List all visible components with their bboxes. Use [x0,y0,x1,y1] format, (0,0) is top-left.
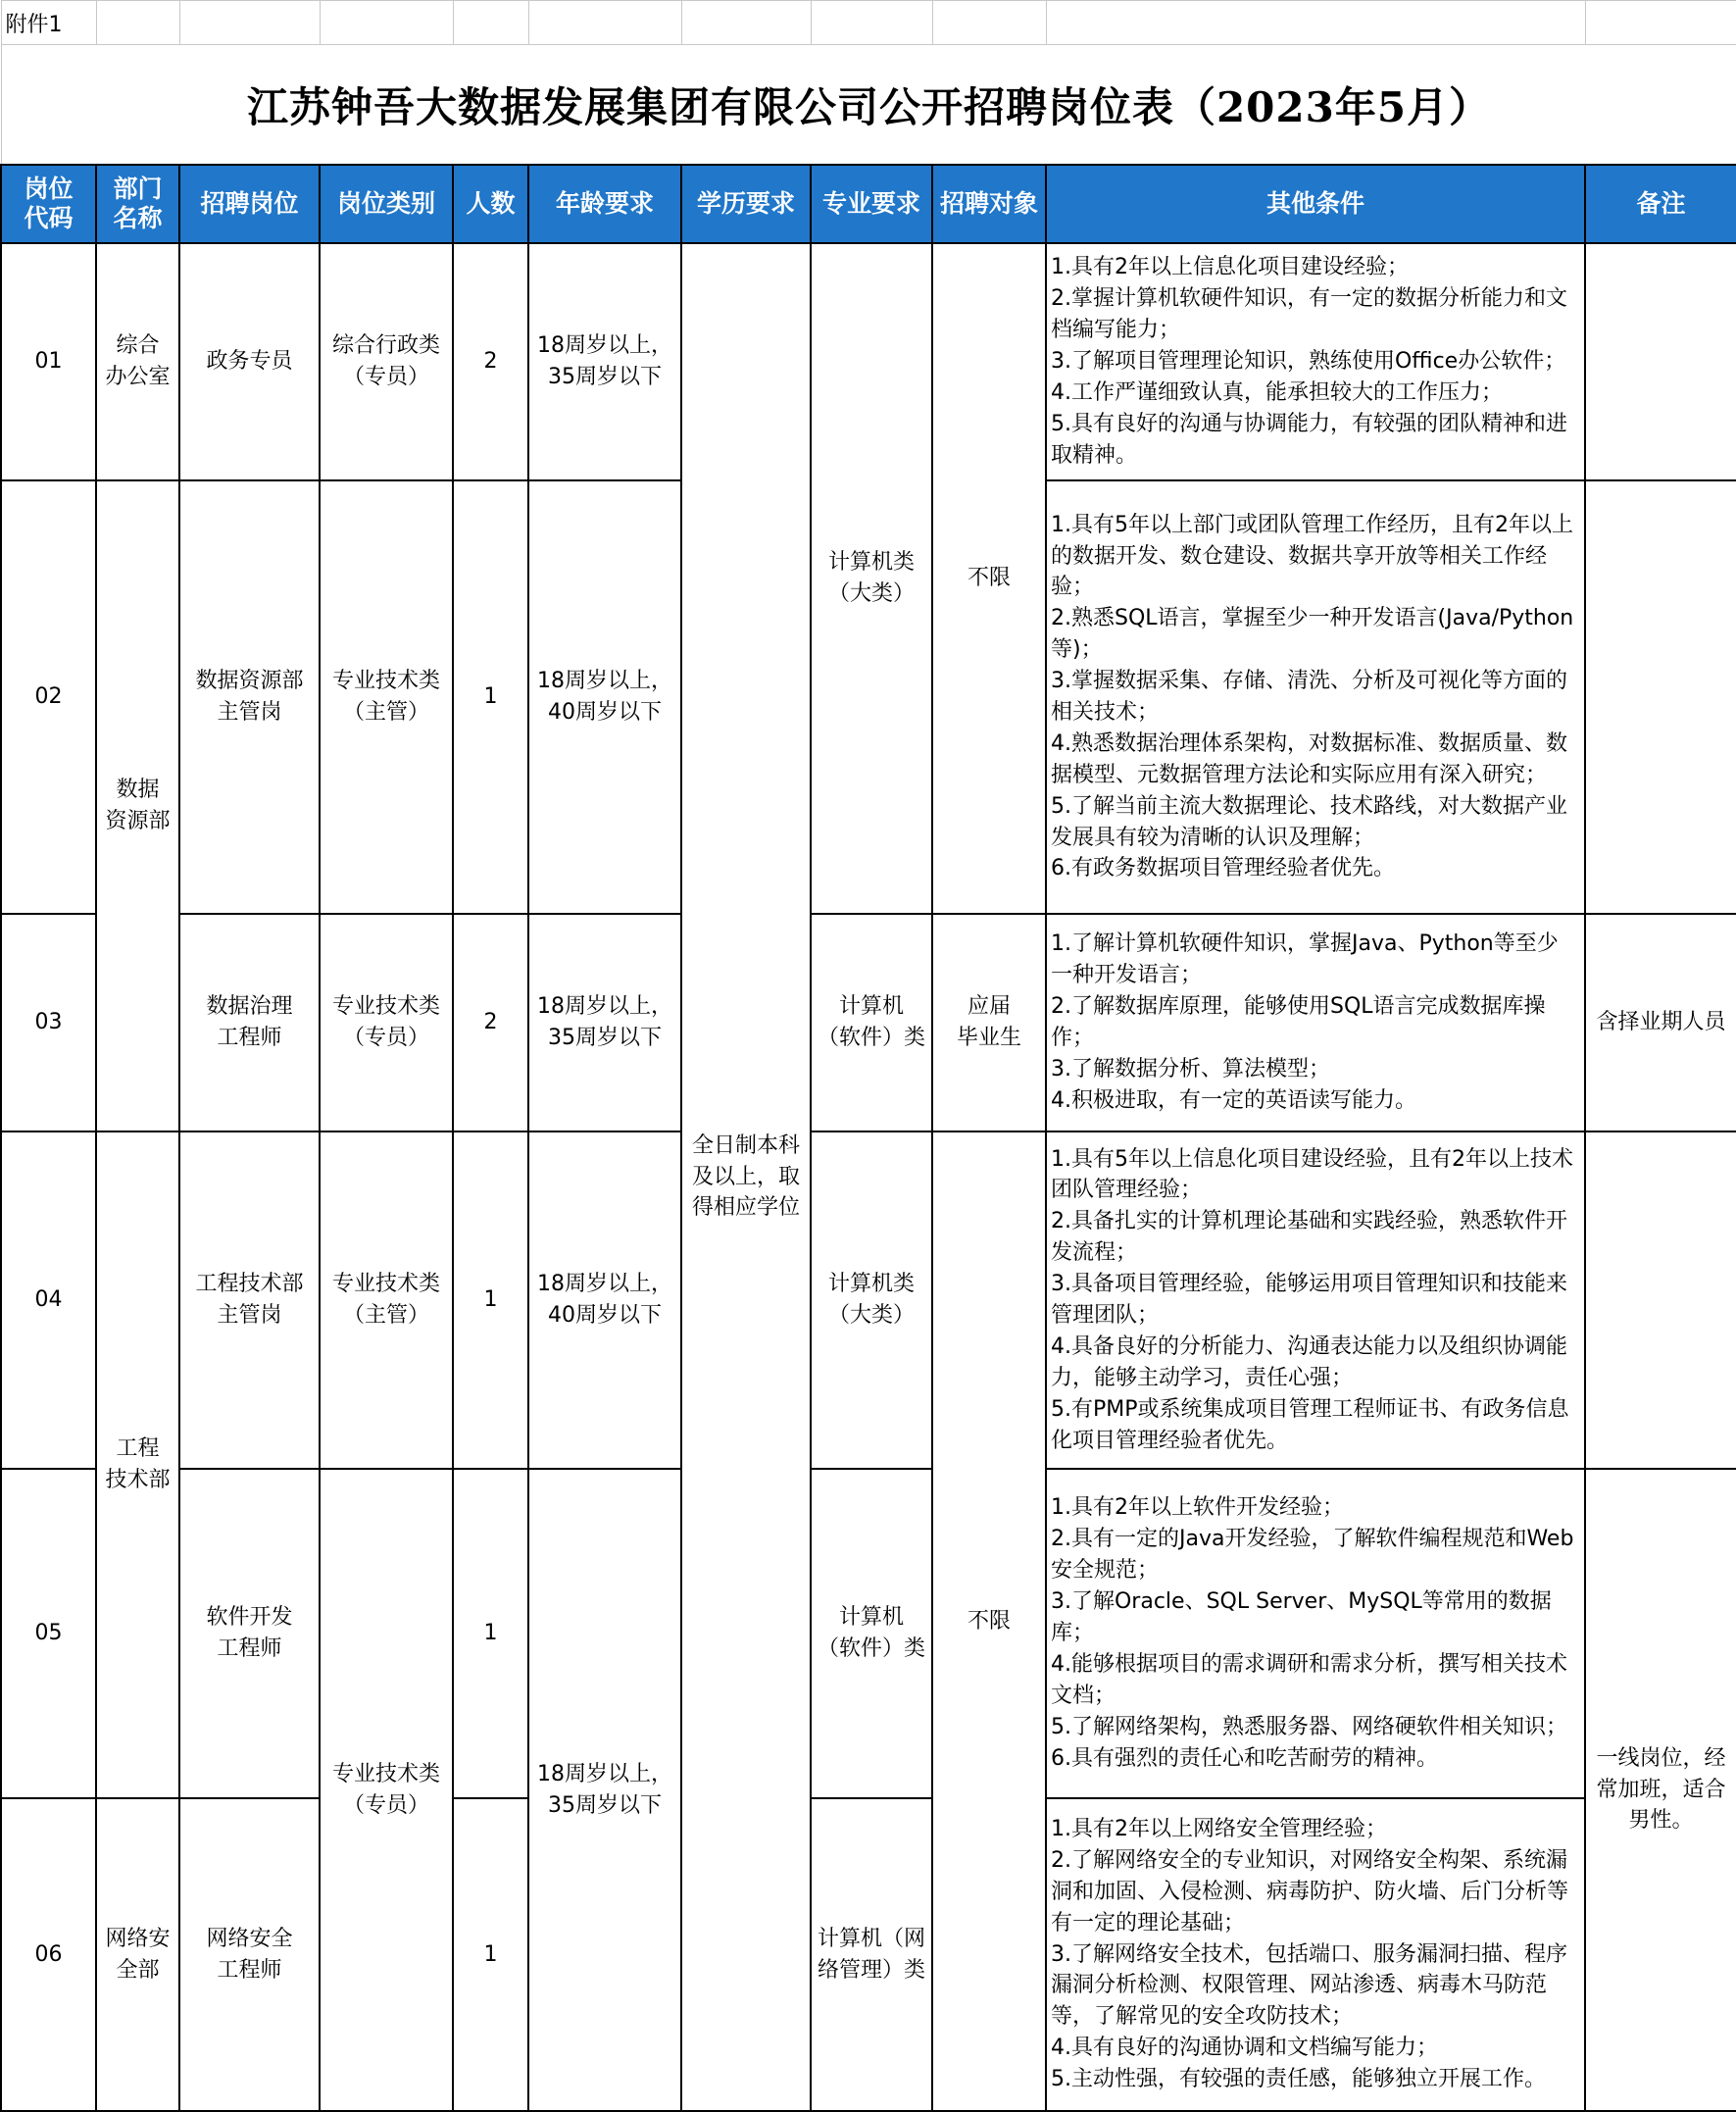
cell-position[interactable]: 数据资源部 主管岗 [179,480,320,914]
cell-count[interactable]: 2 [453,914,528,1131]
cell-major[interactable]: 计算机（网 络管理）类 [811,1798,932,2111]
cell-dept[interactable]: 工程 技术部 [96,1131,179,1798]
empty-cell[interactable] [453,1,528,45]
cell-conditions[interactable]: 1.具有5年以上信息化项目建设经验，且有2年以上技术团队管理经验； 2.具备扎实的计算机理论基础和实践经验，熟悉软件开发流程； 3.具备项目管理经验，能够运用项目管理知识和技能来管理团队； 4.具备良好的分析能力、沟通表达能力以及组织协调能力，能够主动学习，责任心强； 5.有PMP或系统集成项目管理工程师证书、有政务信息化项目管理经验者优先。 [1046,1131,1585,1469]
header-remarks[interactable]: 备注 [1585,165,1736,243]
cell-remarks[interactable] [1585,480,1736,914]
cell-count[interactable]: 1 [453,480,528,914]
cell-remarks[interactable] [1585,243,1736,480]
cell-code[interactable]: 06 [1,1798,96,2111]
cell-age[interactable]: 18周岁以上， 35周岁以下 [528,243,681,480]
cell-conditions[interactable]: 1.具有2年以上软件开发经验； 2.具有一定的Java开发经验，了解软件编程规范和Web安全规范； 3.了解Oracle、SQL Server、MySQL等常用的数据库； 4.能够根据项目的需求调研和需求分析，撰写相关技术文档； 5.了解网络架构，熟悉服务器、网络硬软件相关知识； 6.具有强烈的责任心和吃苦耐劳的精神。 [1046,1469,1585,1798]
cell-position[interactable]: 软件开发 工程师 [179,1469,320,1798]
cell-position[interactable]: 数据治理 工程师 [179,914,320,1131]
cell-count[interactable]: 1 [453,1798,528,2111]
cell-conditions[interactable]: 1.具有2年以上信息化项目建设经验； 2.掌握计算机软硬件知识，有一定的数据分析能力和文档编写能力； 3.了解项目管理理论知识，熟练使用Office办公软件； 4.工作严谨细致认真，能承担较大的工作压力； 5.具有良好的沟通与协调能力，有较强的团队精神和进取精神。 [1046,243,1585,480]
table-row [1,243,1736,480]
cell-dept[interactable]: 综合 办公室 [96,243,179,480]
header-row [1,165,1736,243]
cell-dept[interactable]: 网络安 全部 [96,1798,179,2111]
cell-category[interactable]: 综合行政类 （专员） [320,243,453,480]
empty-cell[interactable] [320,1,453,45]
header-code[interactable]: 岗位 代码 [1,165,96,243]
empty-cell[interactable] [681,1,811,45]
cell-remarks[interactable]: 一线岗位，经 常加班，适合 男性。 [1585,1469,1736,2111]
cell-conditions[interactable]: 1.具有5年以上部门或团队管理工作经历，且有2年以上的数据开发、数仓建设、数据共享开放等相关工作经验； 2.熟悉SQL语言，掌握至少一种开发语言(Java/Python等)； 3.掌握数据采集、存储、清洗、分析及可视化等方面的相关技术； 4.熟悉数据治理体系架构，对数据标准、数据质量、数据模型、元数据管理方法论和实际应用有深入研究； 5.了解当前主流大数据理论、技术路线，对大数据产业发展具有较为清晰的认识及理解； 6.有政务数据项目管理经验者优先。 [1046,480,1585,914]
table-row [1,1798,1736,2111]
cell-age[interactable]: 18周岁以上， 40周岁以下 [528,1131,681,1469]
page-title[interactable]: 江苏钟吾大数据发展集团有限公司公开招聘岗位表（2023年5月） [1,45,1736,166]
attachment-label[interactable]: 附件1 [1,1,96,45]
cell-major[interactable]: 计算机 （软件）类 [811,914,932,1131]
cell-target[interactable]: 应届 毕业生 [932,914,1046,1131]
header-position[interactable]: 招聘岗位 [179,165,320,243]
empty-cell[interactable] [811,1,932,45]
cell-conditions[interactable]: 1.了解计算机软硬件知识，掌握Java、Python等至少一种开发语言； 2.了解数据库原理，能够使用SQL语言完成数据库操作； 3.了解数据分析、算法模型； 4.积极进取，有一定的英语读写能力。 [1046,914,1585,1131]
cell-education[interactable]: 全日制本科 及以上，取 得相应学位 [681,243,811,2111]
cell-dept[interactable]: 数据 资源部 [96,480,179,1131]
empty-cell[interactable] [1585,1,1736,45]
empty-cell[interactable] [528,1,681,45]
table-row [1,1469,1736,1798]
cell-target[interactable]: 不限 [932,243,1046,914]
cell-remarks[interactable]: 含择业期人员 [1585,914,1736,1131]
cell-position[interactable]: 网络安全 工程师 [179,1798,320,2111]
table-row [1,1131,1736,1469]
cell-category[interactable]: 专业技术类 （主管） [320,1131,453,1469]
cell-major[interactable]: 计算机类 （大类） [811,1131,932,1469]
empty-cell[interactable] [1046,1,1585,45]
header-count[interactable]: 人数 [453,165,528,243]
header-education[interactable]: 学历要求 [681,165,811,243]
cell-count[interactable]: 1 [453,1131,528,1469]
table-row [1,914,1736,1131]
cell-category[interactable]: 专业技术类 （专员） [320,1469,453,2111]
cell-conditions[interactable]: 1.具有2年以上网络安全管理经验； 2.了解网络安全的专业知识，对网络安全构架、系统漏洞和加固、入侵检测、病毒防护、防火墙、后门分析等有一定的理论基础； 3.了解网络安全技术，包括端口、服务漏洞扫描、程序漏洞分析检测、权限管理、网站渗透、病毒木马防范等，了解常见的安全攻防技术； 4.具有良好的沟通协调和文档编写能力； 5.主动性强，有较强的责任感，能够独立开展工作。 [1046,1798,1585,2111]
cell-position[interactable]: 工程技术部 主管岗 [179,1131,320,1469]
header-age[interactable]: 年龄要求 [528,165,681,243]
header-target[interactable]: 招聘对象 [932,165,1046,243]
cell-code[interactable]: 02 [1,480,96,914]
header-conditions[interactable]: 其他条件 [1046,165,1585,243]
header-category[interactable]: 岗位类别 [320,165,453,243]
header-dept[interactable]: 部门 名称 [96,165,179,243]
cell-code[interactable]: 05 [1,1469,96,1798]
header-major[interactable]: 专业要求 [811,165,932,243]
cell-age[interactable]: 18周岁以上， 40周岁以下 [528,480,681,914]
cell-age[interactable]: 18周岁以上， 35周岁以下 [528,914,681,1131]
cell-count[interactable]: 1 [453,1469,528,1798]
cell-major[interactable]: 计算机类 （大类） [811,243,932,914]
cell-category[interactable]: 专业技术类 （主管） [320,480,453,914]
empty-cell[interactable] [932,1,1046,45]
cell-code[interactable]: 03 [1,914,96,1131]
cell-remarks[interactable] [1585,1131,1736,1469]
cell-position[interactable]: 政务专员 [179,243,320,480]
cell-code[interactable]: 01 [1,243,96,480]
empty-cell[interactable] [96,1,179,45]
cell-target[interactable]: 不限 [932,1131,1046,2111]
cell-count[interactable]: 2 [453,243,528,480]
cell-code[interactable]: 04 [1,1131,96,1469]
empty-cell[interactable] [179,1,320,45]
cell-major[interactable]: 计算机 （软件）类 [811,1469,932,1798]
cell-age[interactable]: 18周岁以上， 35周岁以下 [528,1469,681,2111]
cell-category[interactable]: 专业技术类 （专员） [320,914,453,1131]
